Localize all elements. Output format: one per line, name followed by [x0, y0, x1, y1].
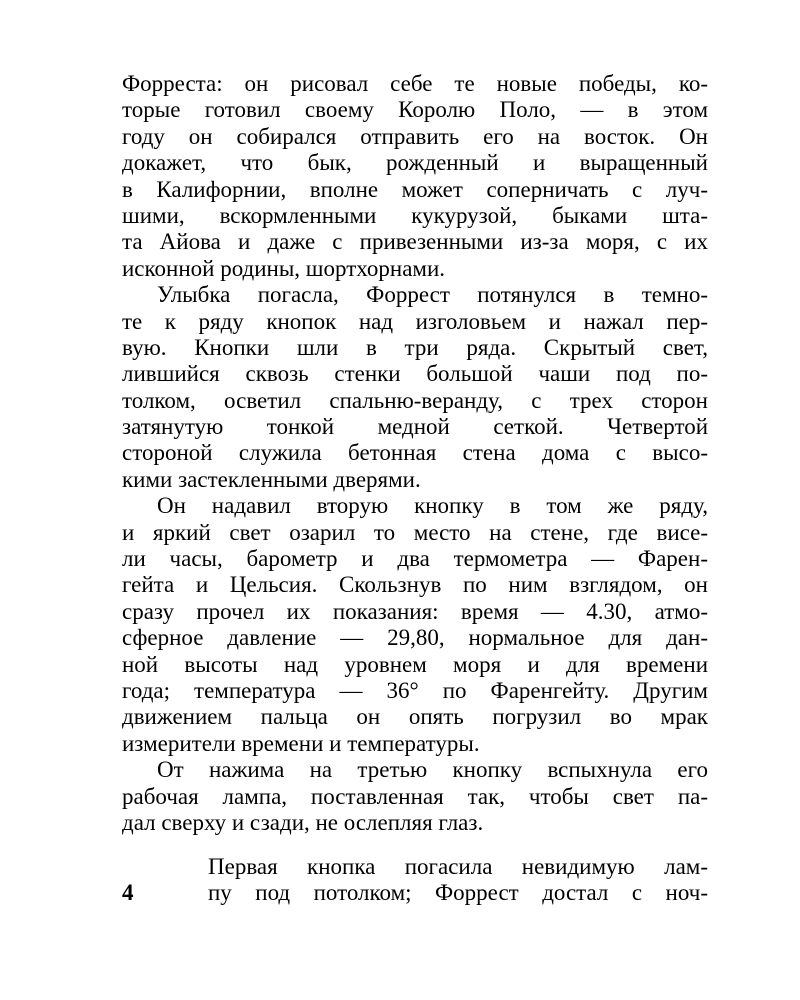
body-text: [122, 71, 708, 836]
text-line: затянутую тонкой медной сеткой. Четвертой: [122, 414, 708, 440]
text-line: толком, осветил спальню-веранду, с трех сторон: [122, 387, 708, 413]
text-line: ли часы, барометр и два термометра — Фарен-: [122, 546, 708, 572]
text-line: исконной родины, шортхорнами.: [122, 255, 446, 281]
paragraph-2: [122, 282, 708, 493]
text-line: ной высоты над уровнем моря и для времени: [122, 651, 708, 677]
text-line: года; температура — 36° по Фаренгейту. Другим: [122, 677, 708, 703]
text-line: От нажима на третью кнопку вспыхнула его: [157, 757, 708, 783]
text-line: Первая кнопка погасила невидимую лам-: [208, 854, 708, 879]
text-line: шими, вскормленными кукурузой, быками шта-: [122, 202, 708, 228]
text-line: году он собирался отправить его на восток. Он: [122, 123, 708, 149]
paragraph-1: [122, 71, 708, 282]
text-line: стороной служила бетонная стена дома с высо-: [122, 440, 708, 466]
footer-text: [122, 854, 708, 907]
text-line: и яркий свет озарил то место на стене, где висе-: [122, 519, 708, 545]
text-line: измерители времени и температуры.: [122, 730, 480, 756]
page-number: 4: [122, 880, 134, 905]
text-line: те к ряду кнопок над изголовьем и нажал пер-: [122, 308, 708, 334]
text-line: рабочая лампа, поставленная так, чтобы свет па-: [122, 783, 708, 809]
text-line: Улыбка погасла, Форрест потянулся в темно-: [157, 282, 708, 308]
text-line: в Калифорнии, вполне может соперничать с луч-: [122, 176, 708, 202]
text-line: Форреста: он рисовал себе те новые победы, ко-: [122, 71, 708, 96]
text-line: лившийся сквозь стенки большой чаши под по-: [122, 361, 708, 387]
text-line: докажет, что бык, рожденный и выращенный: [122, 150, 708, 176]
paragraph-4: [122, 757, 708, 836]
text-line: вую. Кнопки шли в три ряда. Скрытый свет,: [122, 334, 708, 360]
text-line: дал сверху и сзади, не ослепляя глаз.: [122, 809, 484, 835]
text-line: движением пальца он опять погрузил во мрак: [122, 704, 708, 730]
text-line: торые готовил своему Королю Поло, — в этом: [122, 97, 708, 123]
text-line: сферное давление — 29,80, нормальное для дан-: [122, 625, 708, 651]
text-line: кими застекленными дверями.: [122, 466, 421, 492]
text-line: гейта и Цельсия. Скользнув по ним взглядом, он: [122, 572, 708, 598]
text-line: сразу прочел их показания: время — 4.30, атмо-: [122, 598, 708, 624]
text-line: пу под потолком; Форрест достал с ноч-: [208, 880, 708, 906]
paragraph-3: [122, 493, 708, 757]
text-line: Он надавил вторую кнопку в том же ряду,: [157, 493, 708, 519]
text-line: та Айова и даже с привезенными из-за моря, с их: [122, 229, 708, 255]
